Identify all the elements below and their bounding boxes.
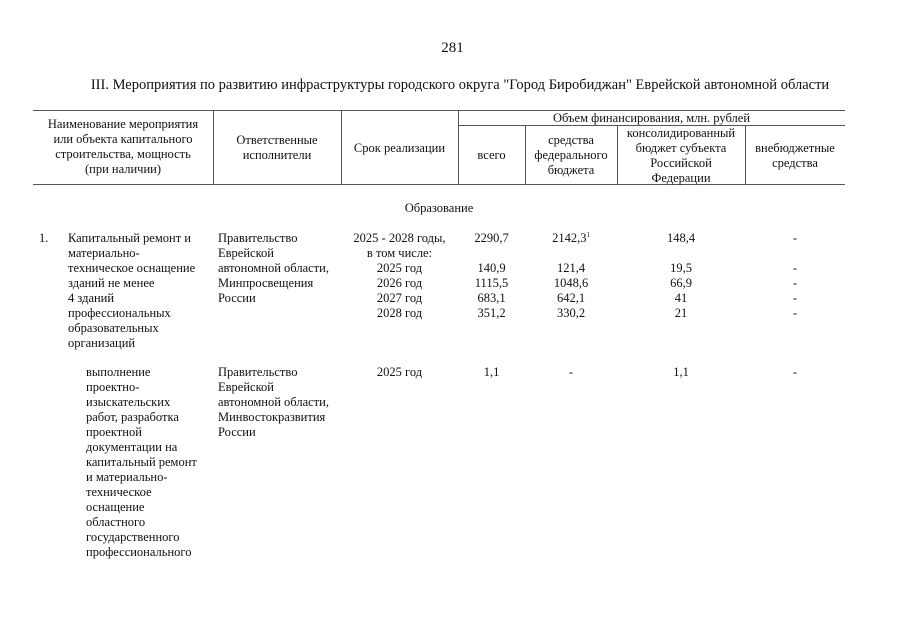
header-name-column: Наименование мероприятия или объекта капитального строительства, мощность (при наличии) bbox=[47, 117, 199, 176]
footnote-mark: 1 bbox=[586, 231, 590, 239]
row-name: выполнение проектно- изыскательских работ, разработка проектной документации на капитальный ремонт и материально- техническое оснащение областного государственного профессионального bbox=[86, 365, 197, 559]
row-federal: - bbox=[568, 365, 574, 379]
row-extrabudget: - - - - - bbox=[792, 231, 798, 320]
header-regional-column: консолидированный бюджет субъекта Российской Федерации bbox=[626, 126, 736, 185]
page-number: 281 bbox=[441, 40, 464, 56]
row-total: 1,1 bbox=[483, 365, 500, 379]
row-term: 2025 год bbox=[376, 365, 423, 379]
row-name: Капитальный ремонт и материально- техническое оснащение зданий не менее 4 зданий профессиональных образовательных организаций bbox=[68, 231, 196, 350]
header-extrabudget-column: внебюджетные средства bbox=[755, 141, 835, 170]
header-total-column: всего bbox=[477, 148, 506, 162]
header-responsible-column: Ответственные исполнители bbox=[236, 133, 318, 162]
row-total: 2290,7 140,9 1115,5 683,1 351,2 bbox=[474, 231, 509, 320]
row-index: 1. bbox=[39, 231, 49, 245]
row-regional: 1,1 bbox=[673, 365, 689, 379]
header-term-column: Срок реализации bbox=[353, 141, 446, 155]
section-title: Образование bbox=[404, 201, 474, 215]
row-extrabudget: - bbox=[792, 365, 798, 379]
row-federal: 2142,3$^1$ 121,4 1048,6 642,1 330,2 bbox=[552, 231, 590, 320]
header-federal-column: средства федерального бюджета bbox=[534, 133, 608, 177]
row-regional: 148,4 19,5 66,9 41 21 bbox=[666, 231, 696, 320]
row-responsible: Правительство Еврейской автономной области, Минпросвещения России bbox=[218, 231, 329, 305]
row-responsible: Правительство Еврейской автономной области, Минвостокразвития России bbox=[218, 365, 329, 439]
header-financing-group: Объем финансирования, млн. рублей bbox=[552, 111, 751, 125]
row-term: 2025 - 2028 годы, в том числе: 2025 год 2026 год 2027 год 2028 год bbox=[353, 231, 446, 320]
table-title: III. Мероприятия по развитию инфраструктуры городского округа "Город Биробиджан" Еврейской автономной области bbox=[90, 77, 830, 93]
